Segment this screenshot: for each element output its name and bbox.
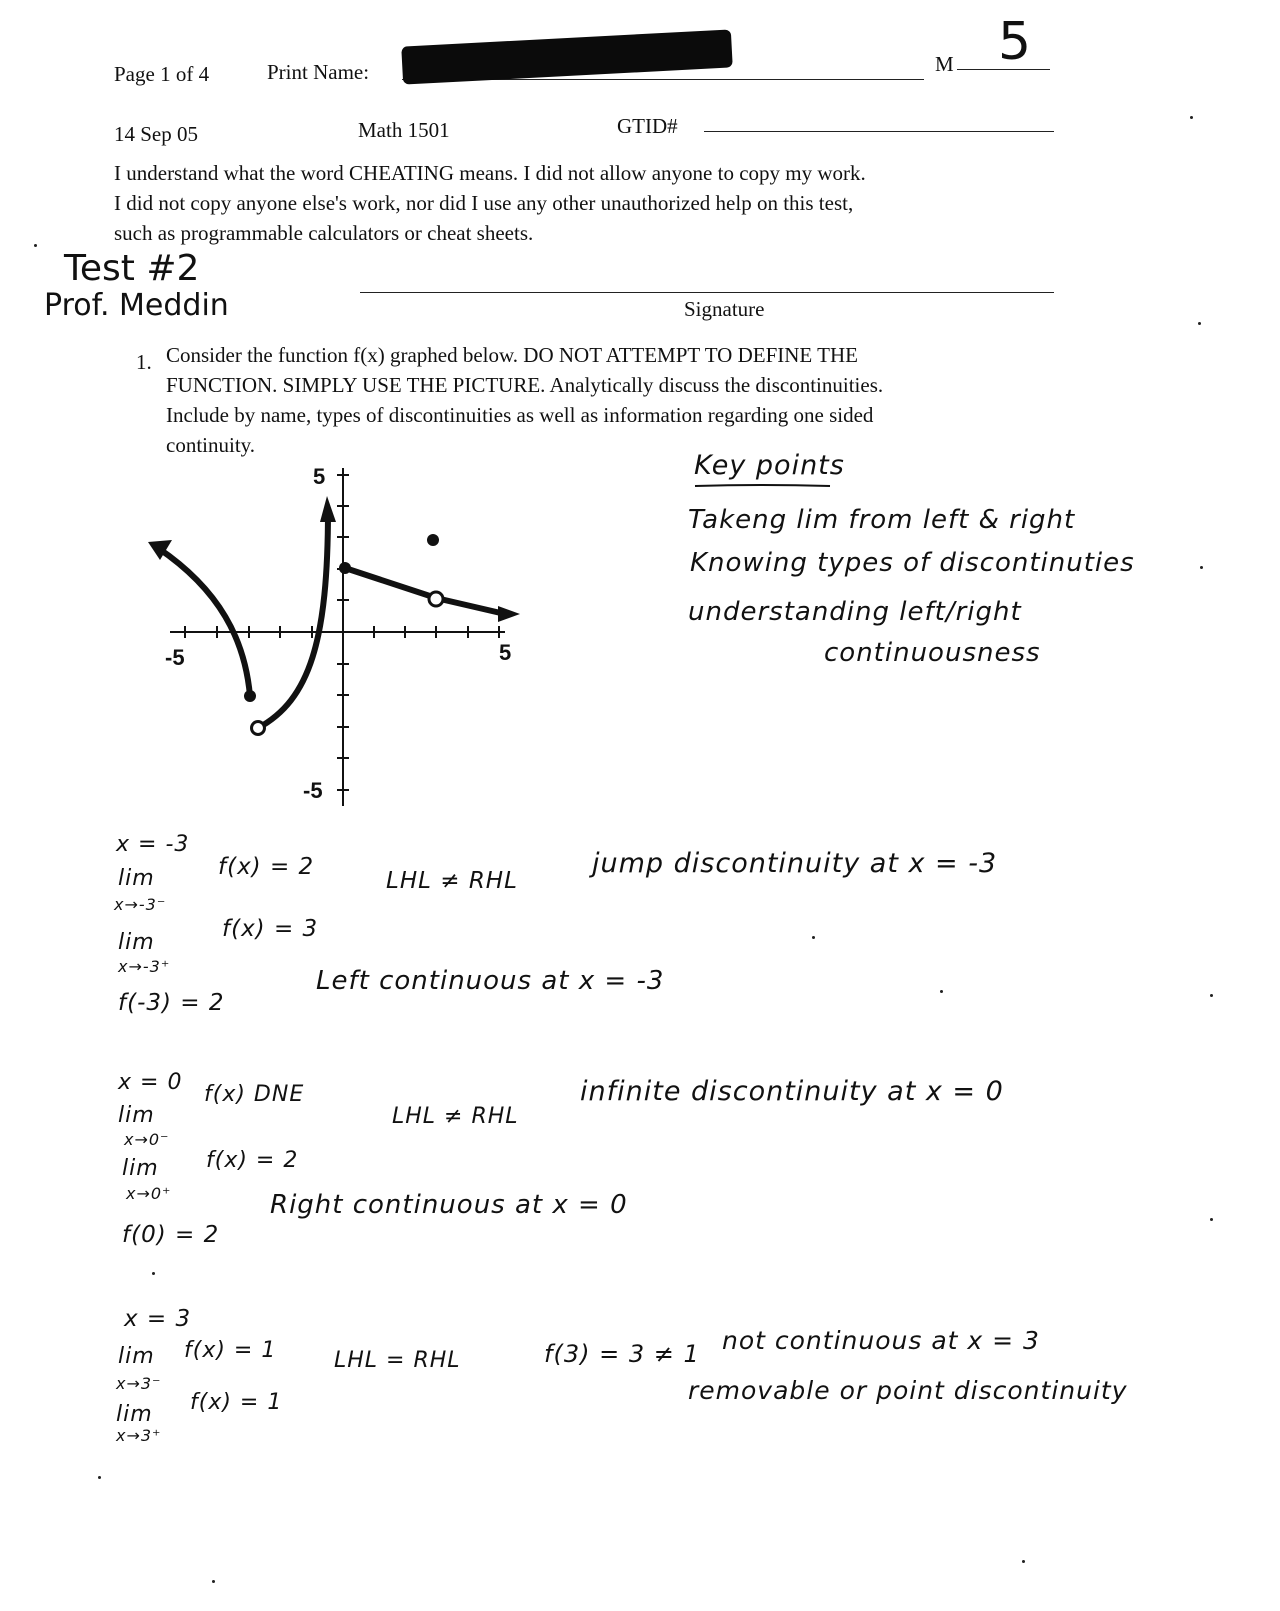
b3-lim1-sub: x→3⁻ (116, 1374, 162, 1393)
scan-speck (1210, 994, 1213, 997)
isolated-point (427, 534, 439, 546)
key-point-2: Knowing types of discontinuties (690, 548, 1135, 578)
b1-comparison: LHL ≠ RHL (386, 868, 518, 894)
b3-comparison: LHL = RHL (334, 1348, 461, 1373)
print-name-label: Print Name: (267, 60, 370, 84)
b1-lim1-word: lim (118, 866, 155, 891)
left-branch-curve (158, 548, 250, 696)
b1-side-continuity: Left continuous at x = -3 (316, 966, 665, 996)
scan-speck (1190, 116, 1193, 119)
b1-lim2-fn: f(x) = 3 (222, 916, 319, 942)
b2-lim2-sub: x→0⁺ (126, 1184, 172, 1203)
b1-x-eq: x = -3 (116, 832, 190, 857)
honor-line-3: such as programmable calculators or cheat sheets. (114, 221, 534, 245)
b1-lim1-fn: f(x) = 2 (218, 854, 315, 880)
scan-speck (1022, 1560, 1025, 1563)
b3-lim2-sub: x→3⁺ (116, 1426, 162, 1445)
x-left-label: -5 (165, 645, 185, 670)
b2-conclusion: infinite discontinuity at x = 0 (580, 1076, 1004, 1107)
y-top-label: 5 (313, 464, 326, 489)
exam-date: 14 Sep 05 (114, 122, 198, 146)
closed-point-left-branch (244, 690, 256, 702)
scan-speck (940, 990, 943, 993)
question-number: 1. (136, 350, 152, 374)
honor-line-2: I did not copy anyone else's work, nor did I use any other unauthorized help on this test, (114, 191, 854, 215)
middle-branch-curve (258, 510, 328, 728)
b2-comparison: LHL ≠ RHL (392, 1104, 519, 1129)
b3-lim2-fn: f(x) = 1 (190, 1390, 283, 1415)
b3-conclusion: not continuous at x = 3 (722, 1326, 1040, 1355)
key-points-heading: Key points (694, 450, 845, 481)
b3-lim1-word: lim (118, 1344, 155, 1369)
x-right-label: 5 (499, 640, 512, 665)
honor-line-1: I understand what the word CHEATING means. I did not allow anyone to copy my work. (114, 161, 866, 185)
key-point-1: Takeng lim from left & right (688, 505, 1076, 535)
question-line-2: FUNCTION. SIMPLY USE THE PICTURE. Analytically discuss the discontinuities. (166, 373, 884, 397)
closed-point-y-axis (339, 562, 351, 574)
score: 5 (998, 12, 1033, 72)
b2-lim2-word: lim (122, 1156, 159, 1181)
b1-lim2-sub: x→-3⁺ (118, 957, 171, 976)
scan-speck (812, 936, 815, 939)
right-arrow-head (498, 606, 520, 622)
b1-lim2-word: lim (118, 930, 155, 955)
page-number: Page 1 of 4 (114, 62, 210, 86)
b2-fval: f(0) = 2 (122, 1222, 220, 1248)
up-arrow-head (320, 496, 336, 522)
b2-x-eq: x = 0 (118, 1070, 183, 1095)
b3-fval-compare: f(3) = 3 ≠ 1 (544, 1340, 700, 1368)
test-title: Test #2 (64, 248, 200, 289)
m-label: M (935, 52, 954, 76)
b2-lim1-word: lim (118, 1103, 155, 1128)
gtid-label: GTID# (617, 114, 678, 138)
b1-fval: f(-3) = 2 (118, 990, 225, 1016)
b1-lim1-sub: x→-3⁻ (114, 895, 167, 914)
professor-name: Prof. Meddin (44, 288, 229, 323)
scan-speck (152, 1272, 155, 1275)
b2-side-continuity: Right continuous at x = 0 (270, 1190, 628, 1220)
b3-type: removable or point discontinuity (688, 1376, 1128, 1405)
open-point-middle-branch (252, 722, 265, 735)
scan-speck (34, 244, 37, 247)
key-point-4: continuousness (824, 638, 1041, 668)
key-point-3: understanding left/right (688, 597, 1022, 627)
b2-lim1-sub: x→0⁻ (124, 1130, 170, 1149)
b3-lim1-fn: f(x) = 1 (184, 1338, 277, 1363)
right-branch-line (345, 568, 505, 614)
scan-speck (98, 1476, 101, 1479)
y-bottom-label: -5 (303, 778, 323, 803)
b2-lim2-fn: f(x) = 2 (206, 1148, 299, 1173)
scan-speck (212, 1580, 215, 1583)
question-line-4: continuity. (166, 433, 256, 457)
course-name: Math 1501 (358, 118, 450, 142)
b3-lim2-word: lim (116, 1402, 153, 1427)
open-point-hole (429, 592, 443, 606)
scan-speck (1200, 566, 1203, 569)
b3-x-eq: x = 3 (124, 1306, 192, 1332)
scan-speck (1210, 1218, 1213, 1221)
b2-lim1-fn: f(x) DNE (204, 1082, 305, 1107)
question-line-1: Consider the function f(x) graphed below. DO NOT ATTEMPT TO DEFINE THE (166, 343, 858, 367)
signature-label: Signature (684, 297, 765, 321)
scan-speck (1198, 322, 1201, 325)
b1-conclusion: jump discontinuity at x = -3 (592, 848, 998, 879)
key-points-underline (695, 485, 830, 486)
question-line-3: Include by name, types of discontinuities as well as information regarding one sided (166, 403, 874, 427)
